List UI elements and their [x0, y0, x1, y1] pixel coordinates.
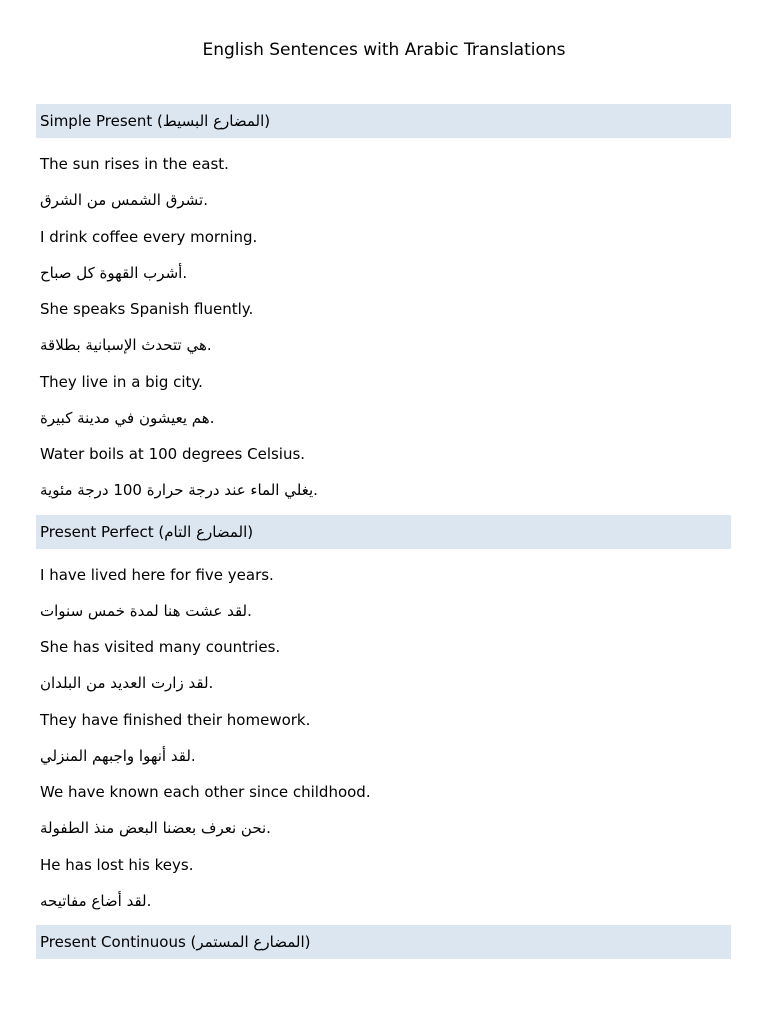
english-sentence: I have lived here for five years. — [40, 565, 274, 584]
page-title: English Sentences with Arabic Translations — [202, 40, 566, 60]
arabic-translation: هي تتحدث الإسبانية بطلاقة. — [40, 336, 212, 354]
english-sentence: We have known each other since childhood. — [40, 783, 371, 801]
english-sentence: She speaks Spanish fluently. — [40, 300, 254, 318]
section-simple-present — [36, 104, 731, 515]
section-body — [36, 549, 731, 926]
english-sentence: She has visited many countries. — [40, 638, 281, 656]
document-content — [36, 104, 731, 959]
section-header: Present Perfect (المضارع التام) — [36, 515, 731, 549]
arabic-translation: أشرب القهوة كل صباح. — [40, 263, 188, 282]
english-sentence: They live in a big city. — [40, 372, 203, 391]
arabic-translation: لقد أضاع مفاتيحه. — [40, 891, 152, 910]
arabic-translation: يغلي الماء عند درجة حرارة 100 درجة مئوية. — [40, 481, 318, 499]
english-sentence: The sun rises in the east. — [40, 155, 229, 173]
arabic-translation: تشرق الشمس من الشرق. — [40, 191, 208, 209]
section-header: Present Continuous (المضارع المستمر) — [36, 925, 731, 959]
arabic-translation: هم يعيشون في مدينة كبيرة. — [40, 408, 215, 427]
arabic-translation: لقد أنهوا واجبهم المنزلي. — [40, 746, 196, 765]
english-sentence: They have finished their homework. — [40, 710, 311, 729]
section-body — [36, 138, 731, 515]
section-header: Simple Present (المضارع البسيط) — [36, 104, 731, 138]
section-present-continuous — [36, 925, 731, 959]
arabic-translation: لقد زارت العديد من البلدان. — [40, 674, 214, 692]
arabic-translation: لقد عشت هنا لمدة خمس سنوات. — [40, 601, 252, 620]
arabic-translation: نحن نعرف بعضنا البعض منذ الطفولة. — [40, 819, 271, 837]
english-sentence: Water boils at 100 degrees Celsius. — [40, 445, 306, 463]
english-sentence: I drink coffee every morning. — [40, 227, 258, 246]
section-present-perfect — [36, 515, 731, 926]
english-sentence: He has lost his keys. — [40, 855, 194, 874]
